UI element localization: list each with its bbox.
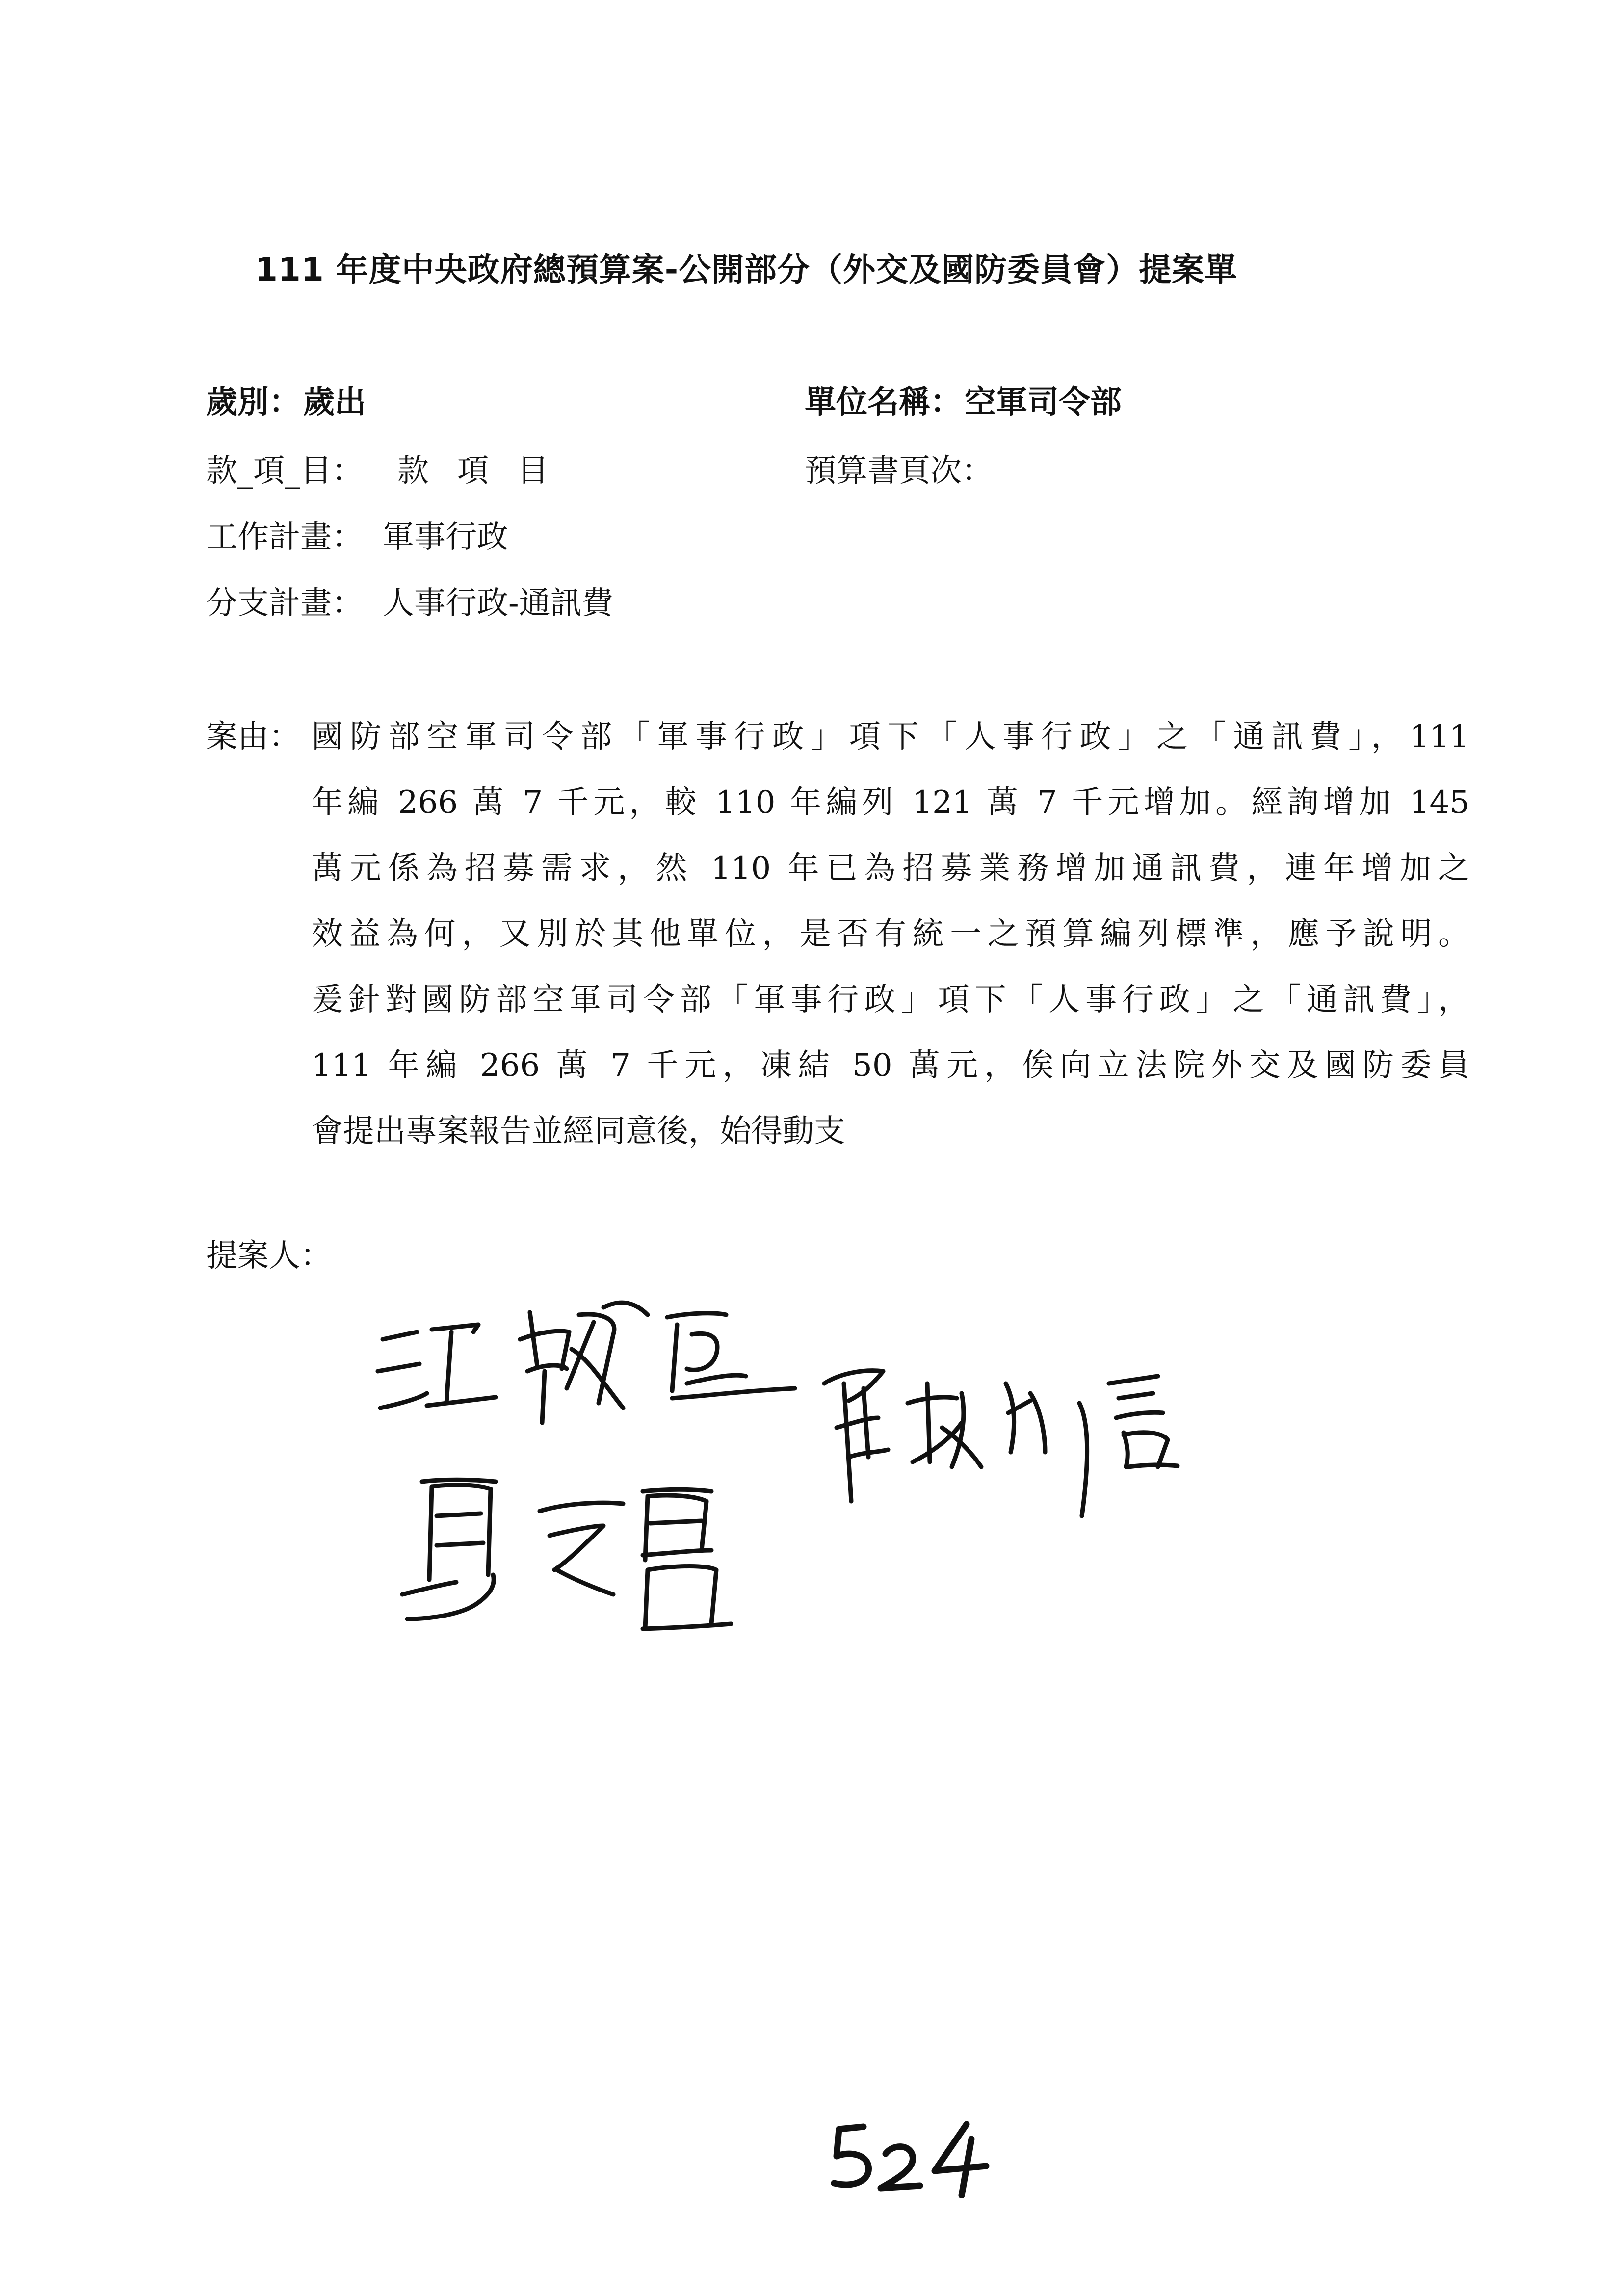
- signature-3: [393, 1472, 746, 1648]
- kuan-xiang-mu-label: 款_項_目：: [206, 453, 363, 489]
- kuan-xiang-mu-field: [206, 449, 577, 493]
- reason-line: 爰針對國防部空軍司令部「軍事行政」項下「人事行政」之「通訊費」，: [312, 982, 1469, 1018]
- reason-line: 111 年編 266 萬 7 千元，凍結 50 萬元，俟向立法院外交及國防委員: [312, 1047, 1469, 1084]
- unit-name-field: [805, 380, 1122, 424]
- reason-line: 國防部空軍司令部「軍事行政」項下「人事行政」之「通訊費」，111: [312, 719, 1469, 755]
- page-number-handwritten: [824, 2110, 1001, 2198]
- category-label: 歲別：: [206, 384, 300, 420]
- unit-name-value: 空軍司令部: [965, 384, 1122, 420]
- sub-plan-field: [206, 581, 613, 626]
- signature-1: [373, 1285, 805, 1447]
- reason-line: 效益為何，又別於其他單位，是否有統一之預算編列標準，應予說明。: [312, 916, 1469, 952]
- sub-plan-value: 人事行政-通訊費: [383, 585, 613, 622]
- document-title: 111 年度中央政府總預算案-公開部分（外交及國防委員會）提案單: [255, 251, 1238, 288]
- work-plan-label: 工作計畫：: [206, 519, 363, 555]
- unit-name-label: 單位名稱：: [805, 384, 962, 420]
- reason-line: 會提出專案報告並經同意後，始得動支: [312, 1113, 845, 1149]
- category-field: [206, 380, 366, 424]
- proposer-label: 提案人：: [206, 1238, 332, 1274]
- category-value: 歲出: [303, 384, 366, 420]
- reason-label: 案由：: [206, 719, 300, 755]
- reason-line: 年編 266 萬 7 千元，較 110 年編列 121 萬 7 千元增加。經詢增加 145: [312, 784, 1469, 821]
- kuan-xiang-mu-value: 款項目: [397, 453, 577, 489]
- budget-page-field: [805, 449, 996, 493]
- budget-page-label: 預算書頁次：: [805, 453, 993, 489]
- work-plan-field: [206, 515, 508, 559]
- work-plan-value: 軍事行政: [383, 519, 508, 555]
- reason-line: 萬元係為招募需求，然 110 年已為招募業務增加通訊費，連年增加之: [312, 850, 1469, 887]
- signature-2: [814, 1354, 1197, 1521]
- sub-plan-label: 分支計畫：: [206, 585, 363, 622]
